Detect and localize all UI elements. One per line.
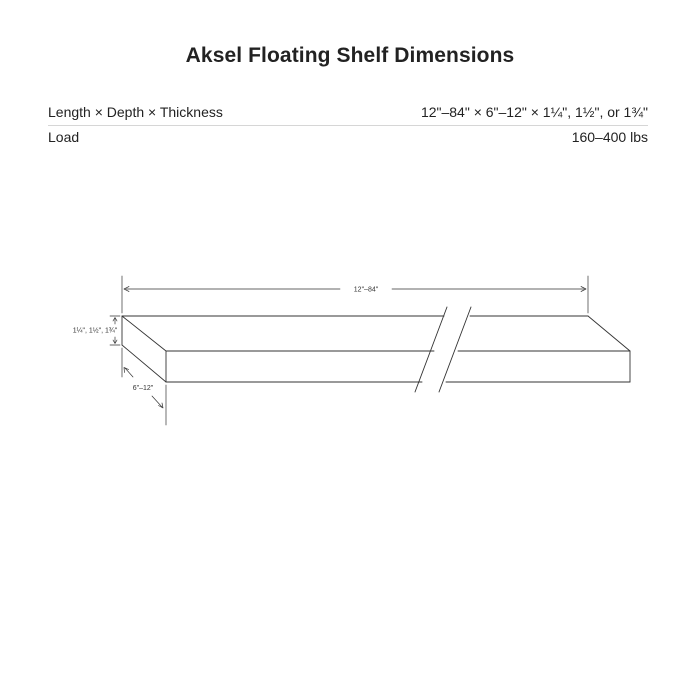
- spec-value-dimensions: 12"–84" × 6"–12" × 1¼", 1½", or 1¾": [420, 104, 648, 120]
- page-title: Aksel Floating Shelf Dimensions: [185, 44, 515, 67]
- length-label: 12"–84": [353, 286, 379, 294]
- spec-value-load: 160–400 lbs: [571, 129, 648, 145]
- break-marks: [415, 307, 471, 392]
- length-dimension: [122, 276, 588, 313]
- spec-label-load: Load: [48, 129, 80, 145]
- thickness-label: 1¼", 1½", 1¾": [72, 327, 118, 335]
- shelf-outline: [122, 316, 630, 382]
- depth-label: 6"–12": [132, 385, 154, 392]
- spec-label-dimensions: Length × Depth × Thickness: [48, 104, 223, 120]
